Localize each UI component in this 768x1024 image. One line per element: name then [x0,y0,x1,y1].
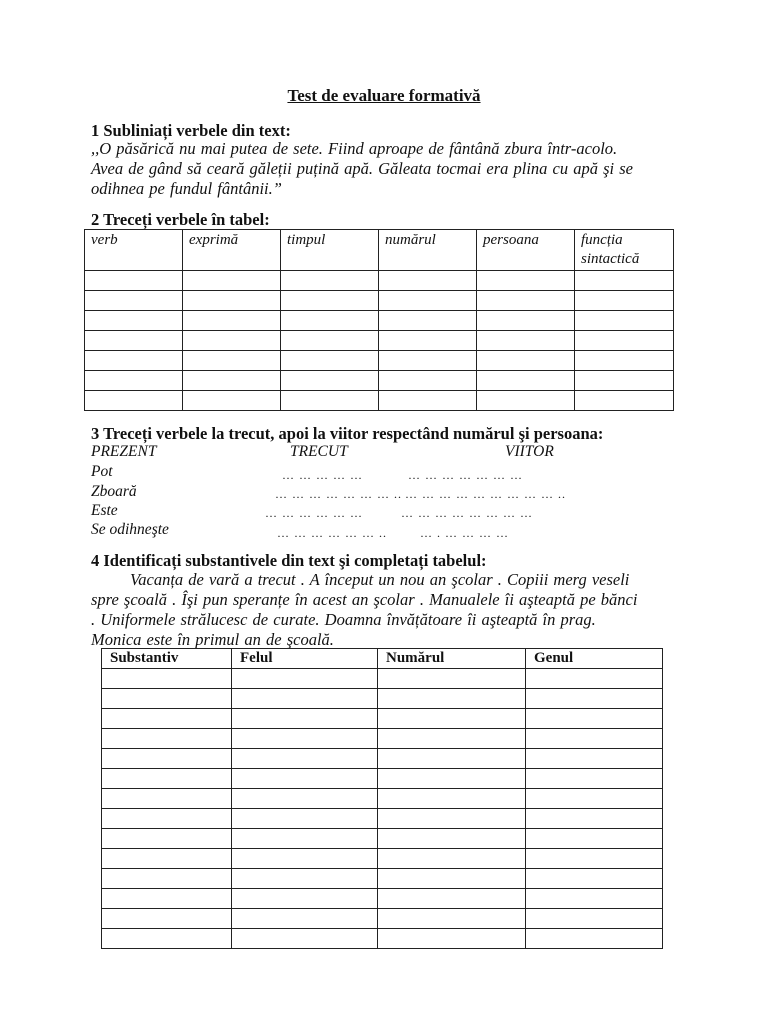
section1-text [91,139,681,199]
column-header: numărul [379,230,477,271]
table-cell[interactable] [379,291,477,311]
table-cell[interactable] [102,789,232,809]
section1-line: Avea de gând să ceară găleții puțină apă. Găleata tocmai era plina cu apă şi se [91,159,634,178]
column-header: Genul [526,649,663,669]
table-cell[interactable] [281,351,379,371]
table-cell[interactable] [526,809,663,829]
table-cell[interactable] [526,849,663,869]
table-row [102,669,663,689]
table-cell[interactable] [102,829,232,849]
table-row [102,749,663,769]
table-cell[interactable] [183,351,281,371]
table-cell[interactable] [575,271,674,291]
table-cell[interactable] [232,929,378,949]
table-cell[interactable] [102,709,232,729]
table-cell[interactable] [378,669,526,689]
table-cell[interactable] [378,889,526,909]
table-cell[interactable] [281,311,379,331]
verb-label: Zboară [91,483,137,500]
trecut-blank[interactable]: … … … … … … [265,506,363,520]
table-row [102,909,663,929]
table-cell[interactable] [183,371,281,391]
section1-heading: 1 Subliniați verbele din text: [91,121,291,140]
table-cell[interactable] [281,371,379,391]
table-cell[interactable] [232,789,378,809]
table-cell[interactable] [526,829,663,849]
table-cell[interactable] [378,909,526,929]
section2-heading: 2 Treceți verbele în tabel: [91,210,270,229]
table-cell[interactable] [85,291,183,311]
table-cell[interactable] [102,889,232,909]
verb-row [91,463,113,483]
table-cell[interactable] [477,311,575,331]
table-cell[interactable] [379,351,477,371]
table-cell[interactable] [102,929,232,949]
table-cell[interactable] [183,331,281,351]
table-cell[interactable] [232,709,378,729]
table-cell[interactable] [477,331,575,351]
table-cell[interactable] [232,689,378,709]
table-row [102,849,663,869]
table-cell[interactable] [575,331,674,351]
table-row [85,311,674,331]
table-cell[interactable] [85,351,183,371]
verb-label: Pot [91,463,113,480]
section4-line: spre şcoală . Îşi pun speranțe în acest an şcolar . Manualele îi aşteaptă pe bănci [91,590,638,609]
table-cell[interactable] [477,371,575,391]
table-cell[interactable] [379,331,477,351]
viitor-blank[interactable]: … . … … … … [420,526,509,540]
table-cell[interactable] [102,729,232,749]
table-cell[interactable] [378,829,526,849]
table-row [85,391,674,411]
table-cell[interactable] [232,849,378,869]
table-cell[interactable] [281,271,379,291]
column-header: timpul [281,230,379,271]
column-header: persoana [477,230,575,271]
table-row [85,371,674,391]
table-cell[interactable] [232,729,378,749]
table-cell[interactable] [183,311,281,331]
table-cell[interactable] [102,689,232,709]
table-cell[interactable] [575,371,674,391]
noun-table-header-row [102,649,663,669]
column-header: Substantiv [102,649,232,669]
table-cell[interactable] [526,769,663,789]
table-cell[interactable] [232,749,378,769]
table-cell[interactable] [378,809,526,829]
table-cell[interactable] [102,669,232,689]
table-cell[interactable] [379,391,477,411]
noun-table [101,648,663,949]
section4-line: Monica este în primul an de şcoală. [91,630,334,649]
page-title: Test de evaluare formativă [287,86,481,105]
verb-label: Se odihneşte [91,521,169,538]
table-cell[interactable] [526,749,663,769]
table-cell[interactable] [102,769,232,789]
trecut-blank[interactable]: … … … … … … .. [277,526,387,540]
table-cell[interactable] [183,271,281,291]
table-cell[interactable] [378,749,526,769]
table-cell[interactable] [102,849,232,869]
table-cell[interactable] [378,709,526,729]
section1-line: ,,O păsărică nu mai putea de sete. Fiind aproape de fântână zbura într-acolo. [91,139,618,158]
table-cell[interactable] [526,669,663,689]
table-cell[interactable] [232,809,378,829]
table-cell[interactable] [477,391,575,411]
table-row [102,829,663,849]
table-cell[interactable] [281,331,379,351]
section3-heading: 3 Treceți verbele la trecut, apoi la viitor respectând numărul şi persoana: [91,424,604,443]
table-cell[interactable] [102,809,232,829]
table-cell[interactable] [102,909,232,929]
table-cell[interactable] [281,391,379,411]
trecut-blank[interactable]: … … … … … … … .. [275,487,402,501]
table-cell[interactable] [85,311,183,331]
table-cell[interactable] [232,889,378,909]
table-cell[interactable] [85,391,183,411]
table-cell[interactable] [379,311,477,331]
column-header-viitor: VIITOR [505,443,554,460]
trecut-blank[interactable]: … … … … … [282,468,363,482]
section1-line: odihnea pe fundul fântânii.” [91,179,282,198]
table-row [85,291,674,311]
table-row [102,789,663,809]
section4-text [91,570,691,650]
table-cell[interactable] [85,331,183,351]
table-cell[interactable] [477,271,575,291]
section4-line: Vacanța de vară a trecut . A început un nou an şcolar . Copiii merg veseli [130,570,630,589]
viitor-blank[interactable]: … … … … … … … … [401,506,533,520]
table-cell[interactable] [85,371,183,391]
table-cell[interactable] [232,769,378,789]
table-cell[interactable] [378,789,526,809]
column-header: Felul [232,649,378,669]
table-row [102,929,663,949]
table-cell[interactable] [477,291,575,311]
column-header: Numărul [378,649,526,669]
table-row [102,769,663,789]
column-header-prezent: PREZENT [91,443,157,460]
table-cell[interactable] [575,291,674,311]
table-row [85,271,674,291]
verb-table [84,229,674,411]
table-cell[interactable] [232,669,378,689]
table-cell[interactable] [378,869,526,889]
table-cell[interactable] [378,849,526,869]
column-header: verb [85,230,183,271]
verb-table-header-row [85,230,674,271]
table-cell[interactable] [232,909,378,929]
table-cell[interactable] [378,689,526,709]
table-cell[interactable] [575,311,674,331]
table-cell[interactable] [379,271,477,291]
table-cell[interactable] [526,889,663,909]
viitor-blank[interactable]: … … … … … … … [408,468,523,482]
table-cell[interactable] [477,351,575,371]
verb-row [91,483,137,503]
verb-row [91,521,169,541]
section4-line: . Uniformele strălucesc de curate. Doamna învățătoare îi aşteaptă în prag. [91,610,596,629]
column-header-trecut: TRECUT [290,443,348,460]
table-cell[interactable] [575,391,674,411]
table-cell[interactable] [526,729,663,749]
viitor-blank[interactable]: … … … … … … … … … .. [405,487,566,501]
table-cell[interactable] [575,351,674,371]
table-cell[interactable] [526,789,663,809]
table-cell[interactable] [526,929,663,949]
table-row [102,869,663,889]
table-cell[interactable] [378,729,526,749]
verb-row [91,502,118,522]
table-cell[interactable] [378,929,526,949]
table-cell[interactable] [379,371,477,391]
column-header: funcția sintactică [575,230,674,271]
table-cell[interactable] [232,869,378,889]
table-row [102,709,663,729]
table-row [102,809,663,829]
table-row [102,689,663,709]
column-header: exprimă [183,230,281,271]
table-row [102,889,663,909]
table-cell[interactable] [526,869,663,889]
table-row [102,729,663,749]
table-cell[interactable] [378,769,526,789]
table-cell[interactable] [526,689,663,709]
table-cell[interactable] [526,709,663,729]
table-cell[interactable] [102,869,232,889]
table-cell[interactable] [281,291,379,311]
table-cell[interactable] [85,271,183,291]
table-cell[interactable] [183,391,281,411]
table-cell[interactable] [232,829,378,849]
verb-label: Este [91,502,118,519]
section4-heading: 4 Identificați substantivele din text şi completați tabelul: [91,551,487,570]
table-cell[interactable] [526,909,663,929]
table-row [85,331,674,351]
table-row [85,351,674,371]
table-cell[interactable] [183,291,281,311]
table-cell[interactable] [102,749,232,769]
